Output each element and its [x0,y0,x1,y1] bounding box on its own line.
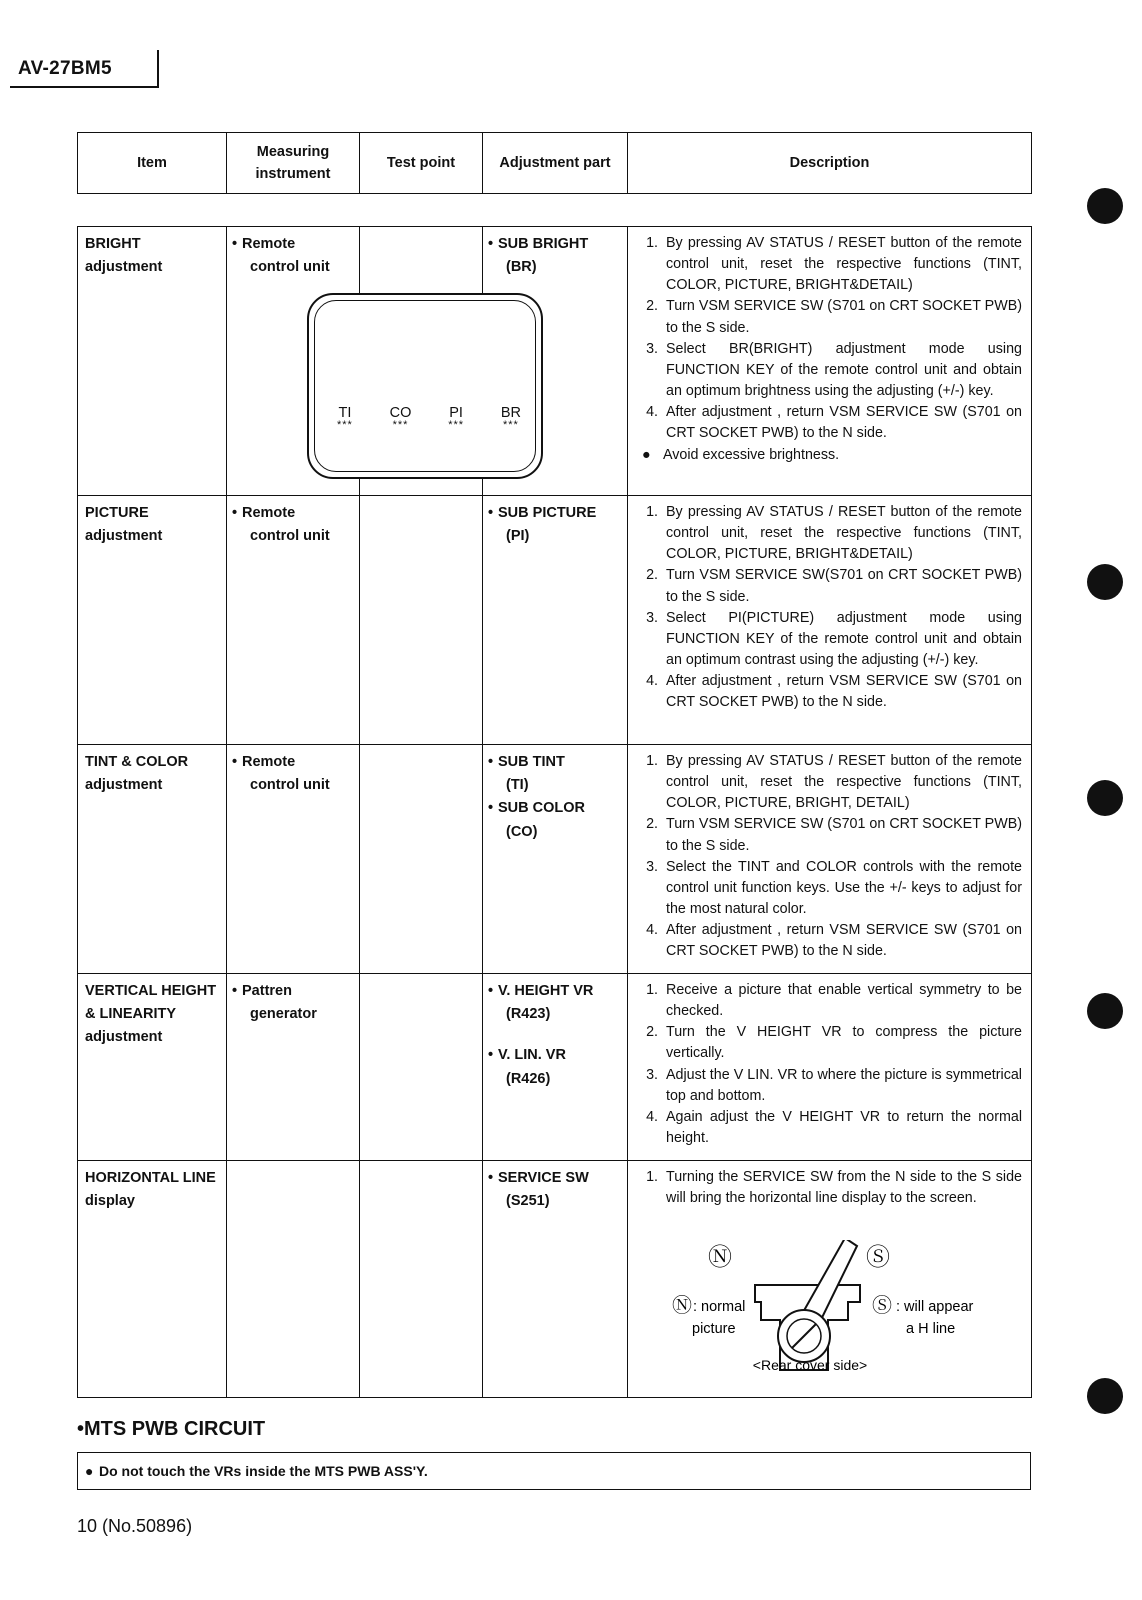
step: 4. After adjustment , return VSM SERVICE SW (S701 on CRT SOCKET PWB) to the N side. [662,402,1022,444]
step: 4. After adjustment , return VSM SERVICE SW (S701 on CRT SOCKET PWB) to the N side. [662,920,1022,962]
table-row-tint-color [78,745,1032,974]
table-row-vertical-height-linearity [78,974,1032,1161]
step: 2. Turn VSM SERVICE SW (S701 on CRT SOCKET PWB) to the S side. [662,814,1022,856]
n-caption-line1: : normal [693,1299,746,1315]
caution-note: ● Avoid excessive brightness. [642,446,840,463]
step: 1. By pressing AV STATUS / RESET button of the remote control unit, reset the respective functions (TINT, COLOR, PICTURE, BRIGHT, DETAIL) [662,751,1022,814]
switch-n-symbol: Ⓝ [708,1244,732,1271]
binder-hole [1087,1378,1123,1414]
switch-s-symbol: Ⓢ [866,1244,890,1271]
step: 4. Again adjust the V HEIGHT VR to return the normal height. [662,1107,1022,1149]
instrument-cell: • Remote control unit [227,227,360,496]
step: 3. Select the TINT and COLOR controls with the remote control unit function keys. Use the +/- keys to adjust for the most natural color. [662,857,1022,920]
step: 1. By pressing AV STATUS / RESET button of the remote control unit, reset the respective functions (TINT, COLOR, PICTURE, BRIGHT&DETAIL) [662,233,1022,296]
n-caption-symbol: Ⓝ [672,1295,692,1317]
step: 4. After adjustment , return VSM SERVICE SW (S701 on CRT SOCKET PWB) to the N side. [662,671,1022,713]
instrument-cell: • Remote control unit [227,745,360,974]
adjustment-part-cell: • SUB BRIGHT (BR) [483,227,628,496]
tv-screen-diagram [307,293,543,479]
instrument-cell: • Remote control unit [227,496,360,745]
adjustment-part-cell: • SUB PICTURE (PI) [483,496,628,745]
s-caption-line2: a H line [906,1321,956,1337]
osd-picture: PI *** [448,405,465,431]
binder-hole [1087,188,1123,224]
step: 2. Turn VSM SERVICE SW(S701 on CRT SOCKET PWB) to the S side. [662,565,1022,607]
test-point-cell [360,745,483,974]
item-cell: PICTURE adjustment [78,496,227,745]
mts-note-box: ● Do not touch the VRs inside the MTS PWB ASS'Y. [77,1452,1031,1490]
adjustment-table [77,226,1032,1398]
item-cell: BRIGHT adjustment [78,227,227,496]
binder-hole [1087,564,1123,600]
rear-cover-caption: <Rear cover side> [752,1357,868,1373]
description-cell [628,745,1032,974]
model-number: AV-27BM5 [18,58,112,79]
column-header-measuring-instrument: Measuring instrument [227,133,360,194]
table-row-picture [78,496,1032,745]
instrument-cell [227,1161,360,1398]
item-cell: TINT & COLOR adjustment [78,745,227,974]
model-underline [10,86,158,88]
column-header-adjustment-part: Adjustment part [483,133,628,194]
page-number: 10 (No.50896) [77,1516,193,1536]
service-switch-diagram [660,1240,1020,1390]
column-header-table [77,132,1032,194]
model-divider [157,50,159,88]
s-caption-symbol: Ⓢ [872,1295,892,1317]
description-cell [628,496,1032,745]
test-point-cell [360,496,483,745]
item-cell: VERTICAL HEIGHT & LINEARITY adjustment [78,974,227,1161]
step: 1. Receive a picture that enable vertical symmetry to be checked. [662,980,1022,1022]
step: 2. Turn the V HEIGHT VR to compress the picture vertically. [662,1022,1022,1064]
step: 2. Turn VSM SERVICE SW (S701 on CRT SOCKET PWB) to the S side. [662,296,1022,338]
test-point-cell [360,974,483,1161]
table-row-bright [78,227,1032,496]
osd-color: CO *** [389,405,412,431]
description-cell [628,227,1032,496]
step: 3. Adjust the V LIN. VR to where the picture is symmetrical top and bottom. [662,1065,1022,1107]
instrument-cell: • Pattren generator [227,974,360,1161]
n-caption-line2: picture [692,1321,736,1337]
step: 1. By pressing AV STATUS / RESET button of the remote control unit, reset the respective functions (TINT, COLOR, PICTURE, BRIGHT&DETAIL) [662,502,1022,565]
adjustment-part-cell: • SERVICE SW (S251) [483,1161,628,1398]
tv-screen-bezel [314,300,536,472]
step: 3. Select BR(BRIGHT) adjustment mode using FUNCTION KEY of the remote control unit and obtain an optimum brightness using the adjusting (+/-) key. [662,339,1022,402]
step: 1. Turning the SERVICE SW from the N side to the S side will bring the horizontal line display to the screen. [662,1167,1022,1209]
column-header-item: Item [78,133,227,194]
column-header-description: Description [628,133,1032,194]
osd-tint: TI *** [337,405,353,431]
item-cell: HORIZONTAL LINE display [78,1161,227,1398]
osd-bright: BR *** [500,405,521,431]
adjustment-part-cell: • V. HEIGHT VR (R423) • V. LIN. VR (R426) [483,974,628,1161]
column-header-test-point: Test point [360,133,483,194]
binder-hole [1087,993,1123,1029]
s-caption-line1: : will appear [896,1299,974,1315]
binder-hole [1087,780,1123,816]
tv-osd-labels [337,405,521,431]
mts-section-title: •MTS PWB CIRCUIT [77,1418,266,1440]
test-point-cell [360,1161,483,1398]
adjustment-part-cell: • SUB TINT (TI) • SUB COLOR (CO) [483,745,628,974]
step: 3. Select PI(PICTURE) adjustment mode using FUNCTION KEY of the remote control unit and obtain an optimum contrast using the adjusting (+/-) key. [662,608,1022,671]
description-cell [628,974,1032,1161]
